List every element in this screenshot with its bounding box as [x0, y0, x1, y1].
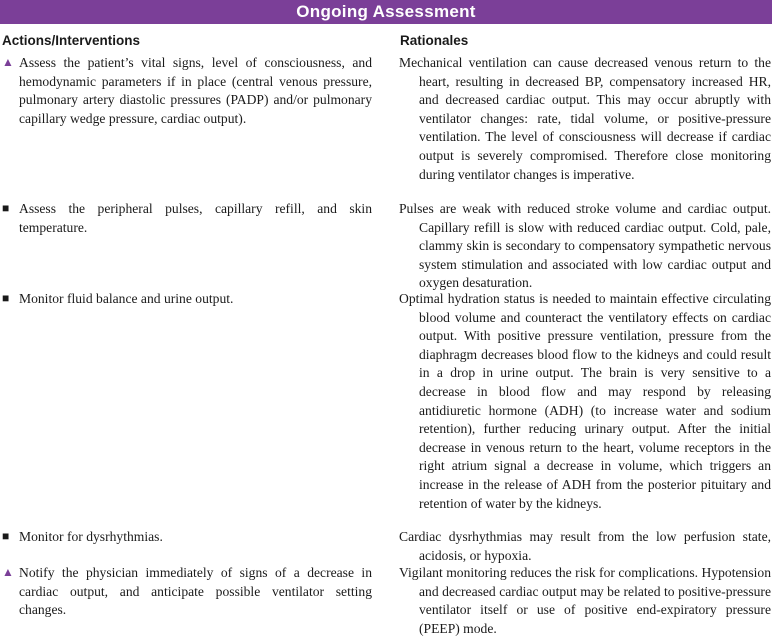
rationales-column-header: Rationales — [400, 33, 469, 48]
action-cell — [2, 528, 372, 547]
action-text: Notify the physician immediately of signs of a decrease in cardiac output, and anticipate possible ventilator setting changes. — [19, 565, 372, 618]
action-text: Assess the peripheral pulses, capillary refill, and skin temperature. — [19, 201, 372, 235]
rationale-text: Optimal hydration status is needed to maintain effective circulating blood volume and counteract the ventilatory effects on cardiac output. With positive pressure ventilation, pressure from the diaphragm decreases blood flow to the kidneys and could result in a drop in urine output. The brain is very sensitive to a decrease in blood flow and may respond by releasing antidiuretic hormone (ADH) (to increase water and sodium retention), further reducing urinary output. After the initial decrease in venous return to the heart, volume receptors in the right atrium signal a decrease in volume, which triggers an increase in the release of ADH from the posterior pituitary and retention of water by the kidneys. — [399, 291, 771, 511]
triangle-bullet-icon: ▲ — [2, 55, 14, 69]
action-cell — [2, 564, 372, 620]
rationale-text: Pulses are weak with reduced stroke volume and cardiac output. Capillary refill is slow with reduced cardiac output. Cold, pale, clammy skin is secondary to compensatory sympathetic nervous system stimulation and associated with low cardiac output and oxygen desaturation. — [399, 201, 771, 291]
square-bullet-icon: ■ — [2, 291, 10, 305]
square-bullet-icon: ■ — [2, 201, 10, 215]
rationale-text: Mechanical ventilation can cause decreased venous return to the heart, resulting in decreased BP, compensatory increased HR, and decreased cardiac output. This may occur abruptly with ventilator changes: rate, tidal volume, or positive-pressure ventilation. The level of consciousness will decrease if cardiac output is severely compromised. Therefore close monitoring during ventilator changes is imperative. — [399, 55, 771, 182]
square-bullet-icon: ■ — [2, 529, 10, 543]
triangle-bullet-icon: ▲ — [2, 565, 14, 579]
action-cell — [2, 54, 372, 128]
rationale-text: Cardiac dysrhythmias may result from the low perfusion state, acidosis, or hypoxia. — [399, 529, 771, 563]
actions-column-header: Actions/Interventions — [2, 33, 141, 48]
action-cell — [2, 290, 372, 309]
section-banner: Ongoing Assessment — [0, 0, 772, 24]
rationale-text: Vigilant monitoring reduces the risk for complications. Hypotension and decreased cardiac output may be related to positive-pressure ventilator itself or use of positive end-expiratory pressure (PEEP) mode. — [399, 565, 771, 636]
action-text: Assess the patient’s vital signs, level of consciousness, and hemodynamic parameters if in place (central venous pressure, pulmonary artery diastolic pressures (PADP) and/or pulmonary capillary wedge pressure, cardiac output). — [19, 55, 372, 126]
action-cell — [2, 200, 372, 237]
action-text: Monitor fluid balance and urine output. — [19, 291, 234, 306]
action-text: Monitor for dysrhythmias. — [19, 529, 163, 544]
